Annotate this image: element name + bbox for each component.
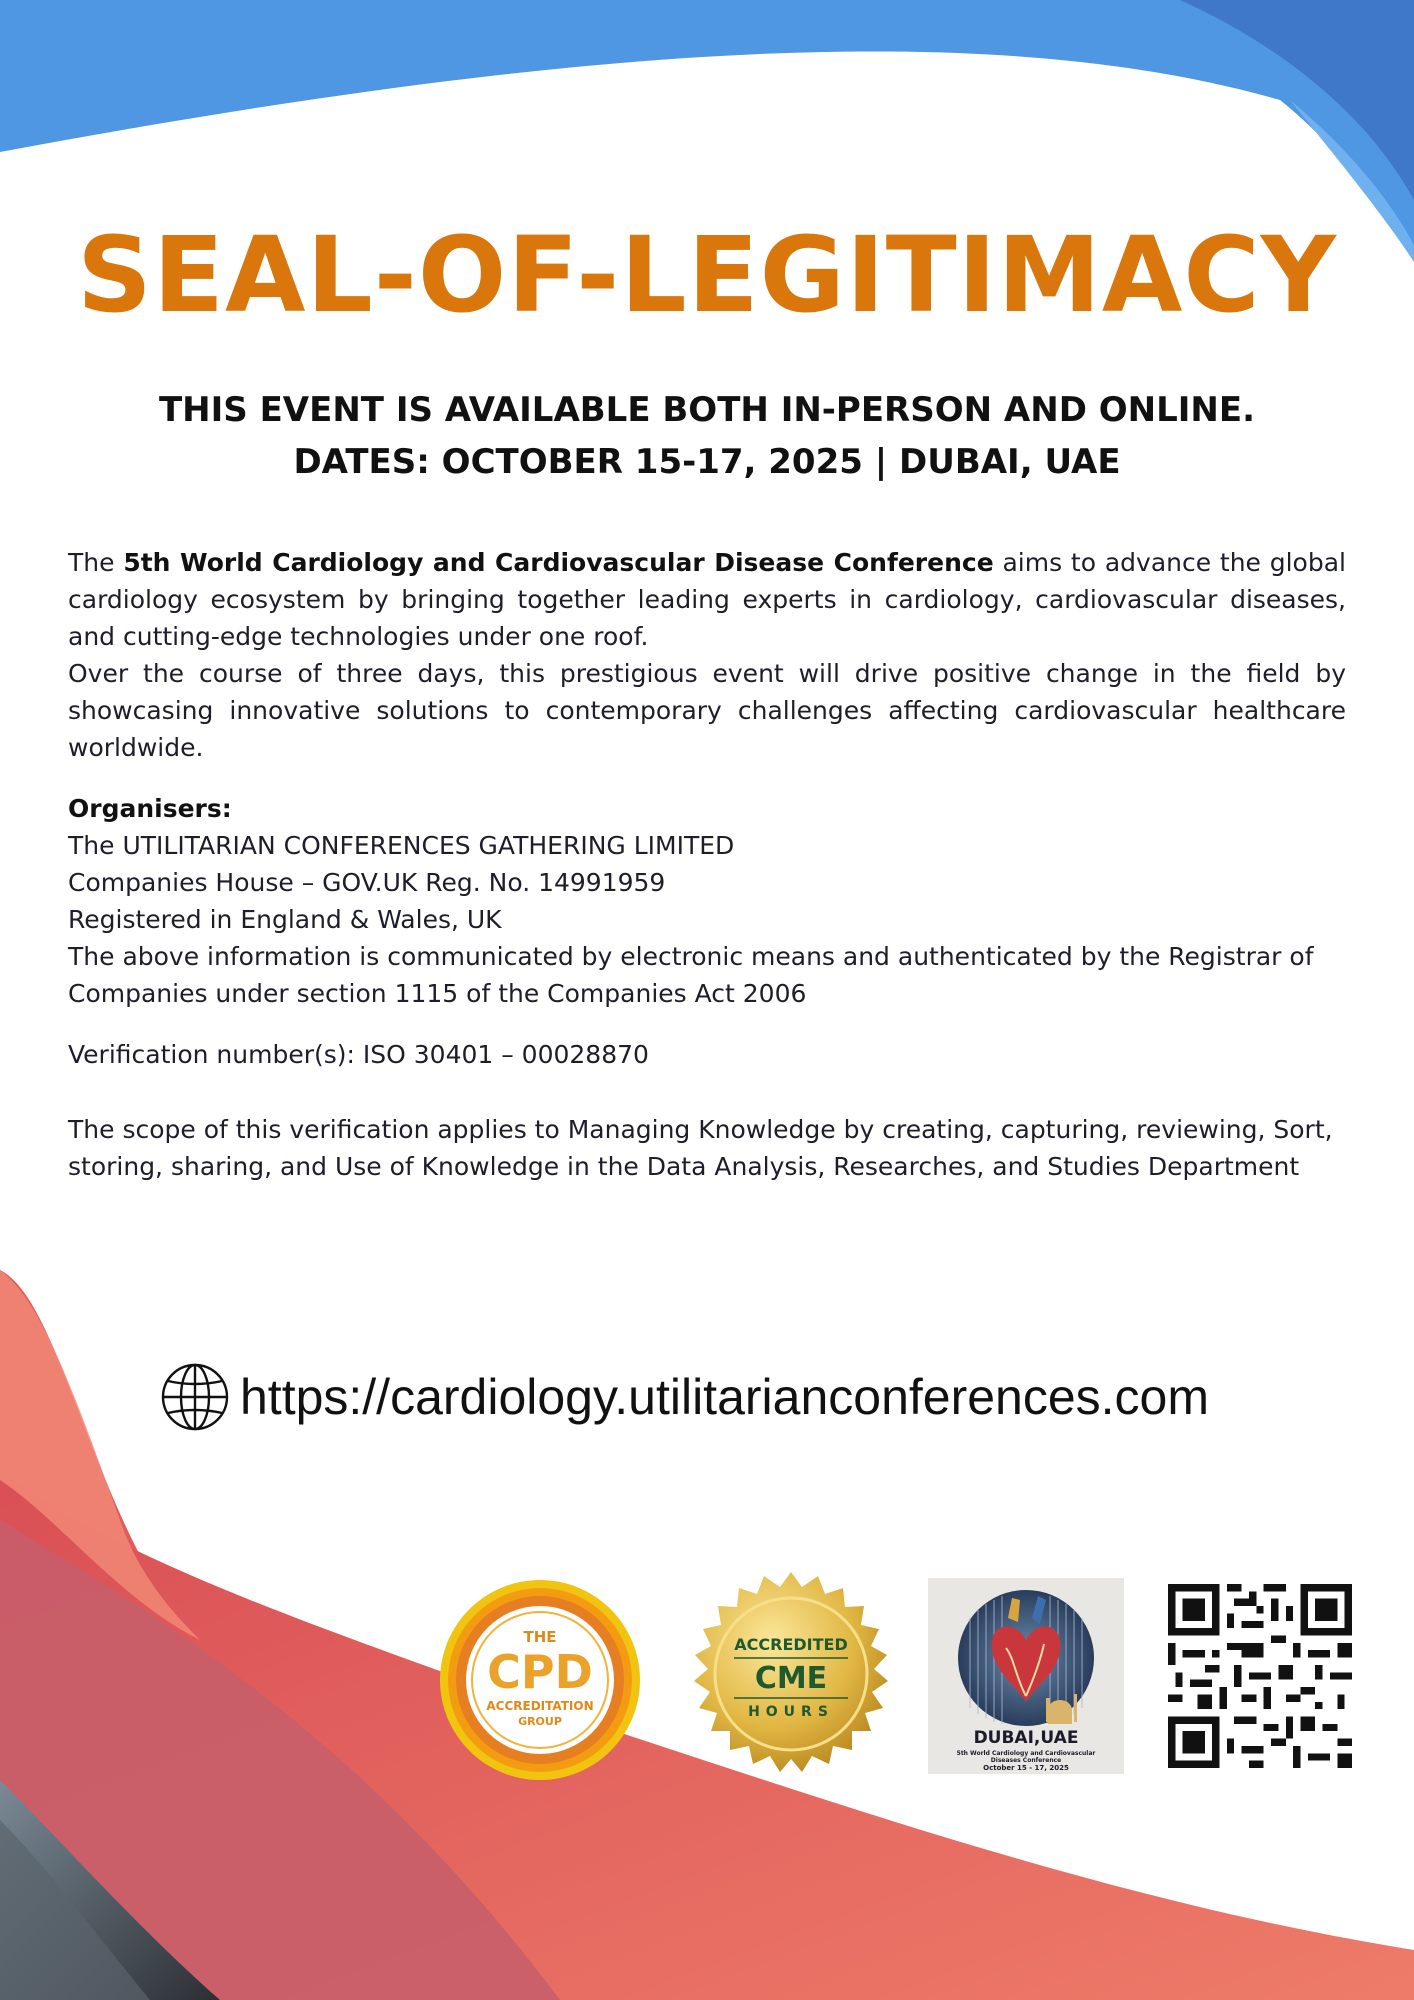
organiser-name: The UTILITARIAN CONFERENCES GATHERING LIMITED: [68, 831, 735, 860]
website-url[interactable]: https://cardiology.utilitarianconferences.com: [240, 1369, 1209, 1425]
cpd-accreditation-badge: [436, 1576, 644, 1784]
intro-paragraph-2: Over the course of three days, this prestigious event will drive positive change in the field by showcasing innovative solutions to contemporary challenges affecting cardiovascular healthcare worldwide.: [68, 659, 1346, 762]
registry-number: Companies House – GOV.UK Reg. No. 14991959: [68, 868, 666, 897]
dubai-conference-date: October 15 - 17, 2025: [983, 1764, 1069, 1772]
intro-section: [68, 544, 1346, 766]
accreditation-badges: [0, 1566, 1414, 1786]
cpd-line1-text: ACCREDITATION: [486, 1699, 594, 1713]
dubai-title-line1: 5th World Cardiology and Cardiovascular: [956, 1750, 1096, 1757]
cpd-main-text: CPD: [487, 1645, 593, 1699]
globe-icon: [160, 1362, 230, 1432]
organisers-heading: Organisers:: [68, 794, 232, 823]
cme-top-text: ACCREDITED: [734, 1635, 848, 1654]
dubai-conference-logo: [928, 1578, 1124, 1774]
cpd-top-text: THE: [523, 1628, 557, 1646]
website-link[interactable]: [160, 1362, 1209, 1432]
document-body: [68, 544, 1346, 1185]
qr-code-icon[interactable]: [1168, 1584, 1352, 1768]
cme-accredited-badge: [684, 1570, 898, 1784]
organisers-section: [68, 790, 1346, 1012]
intro-paragraph: [68, 544, 1346, 655]
conference-name: 5th World Cardiology and Cardiovascular Disease Conference: [123, 548, 994, 577]
dubai-caption: DUBAI,UAE: [973, 1728, 1079, 1748]
cme-main-text: CME: [754, 1661, 828, 1696]
dates-line: DATES: OCTOBER 15-17, 2025 | DUBAI, UAE: [293, 442, 1121, 482]
dubai-conference-title: [928, 1750, 1124, 1764]
page-title: SEAL-OF-LEGITIMACY: [77, 214, 1337, 336]
registered-location: Registered in England & Wales, UK: [68, 905, 502, 934]
verification-number: Verification number(s): ISO 30401 – 00028870: [68, 1040, 649, 1069]
cme-bottom-text: HOURS: [748, 1704, 834, 1720]
heart-skyline-icon: [928, 1578, 1124, 1728]
authentication-note: The above information is communicated by electronic means and authenticated by the Registrar of Companies under section 1115 of the Companies Act 2006: [68, 942, 1314, 1008]
event-subtitle: [0, 384, 1414, 488]
availability-line: THIS EVENT IS AVAILABLE BOTH IN-PERSON AND ONLINE.: [158, 390, 1256, 430]
verification-scope: The scope of this verification applies to Managing Knowledge by creating, capturing, reviewing, Sort, storing, sharing, and Use of Knowledge in the Data Analysis, Researches, and Studies Department: [68, 1115, 1333, 1181]
intro-prefix: The: [68, 548, 124, 577]
dubai-title-line2: Diseases Conference: [990, 1757, 1062, 1764]
cpd-line2-text: GROUP: [518, 1715, 562, 1728]
intro-suffix: aims to advance the global cardiology ecosystem by bringing together leading experts in cardiology, cardiovascular diseases, and cutting-edge technologies under one roof.: [68, 548, 1346, 651]
